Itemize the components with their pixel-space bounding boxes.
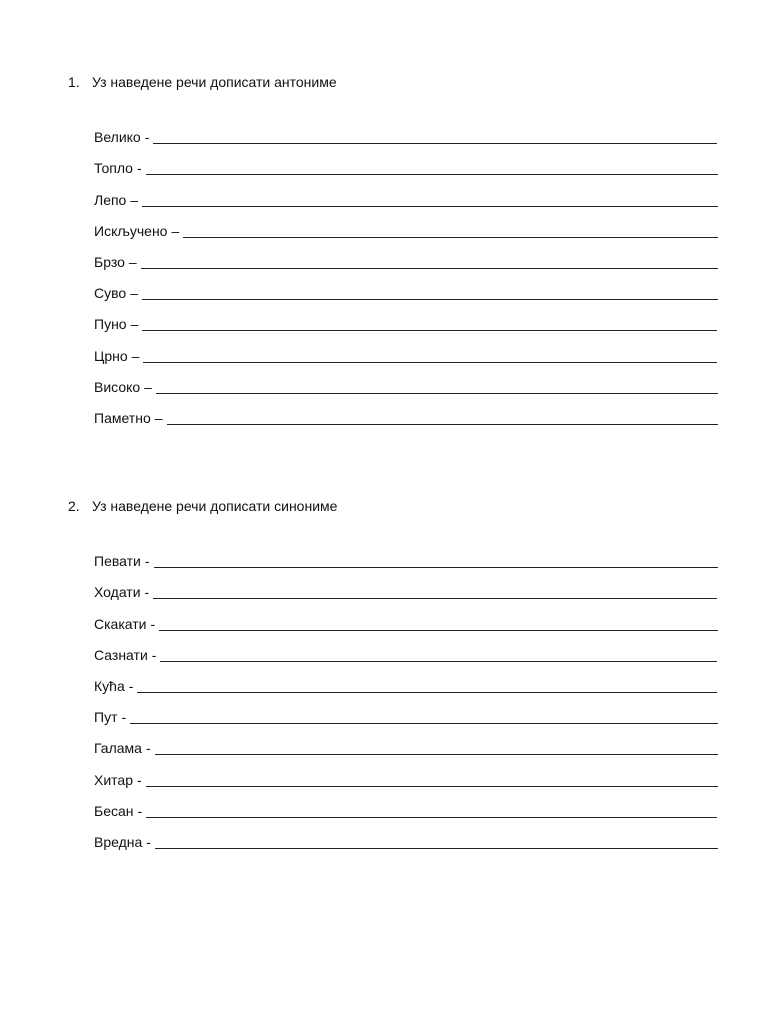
list-item bbox=[94, 274, 724, 305]
answer-blank[interactable] bbox=[146, 799, 717, 818]
list-item bbox=[94, 636, 724, 667]
item-word: Велико bbox=[94, 129, 141, 146]
item-word: Бесан bbox=[94, 802, 134, 819]
list-item bbox=[94, 243, 724, 274]
item-separator: – bbox=[130, 285, 138, 302]
list-item bbox=[94, 760, 724, 791]
answer-blank[interactable] bbox=[153, 580, 717, 599]
list-item bbox=[94, 542, 724, 573]
answer-blank[interactable] bbox=[130, 705, 718, 724]
item-separator: – bbox=[131, 347, 140, 364]
item-word: Искључено bbox=[94, 222, 168, 239]
item-word: Вредна bbox=[94, 833, 143, 850]
item-word: Хитар bbox=[94, 771, 133, 788]
item-word: Топло bbox=[94, 160, 133, 177]
answer-blank[interactable] bbox=[142, 188, 718, 207]
item-separator: - bbox=[128, 677, 134, 694]
answer-blank[interactable] bbox=[141, 250, 718, 269]
answer-blank[interactable] bbox=[146, 156, 718, 175]
item-word: Црно bbox=[94, 347, 128, 364]
section-heading bbox=[68, 72, 337, 92]
item-separator: - bbox=[121, 709, 127, 726]
answer-blank[interactable] bbox=[154, 549, 718, 568]
list-item bbox=[94, 118, 724, 149]
answer-blank[interactable] bbox=[143, 344, 717, 363]
section-instruction: Уз наведене речи дописати синониме bbox=[92, 498, 338, 514]
list-item bbox=[94, 604, 724, 635]
list-item bbox=[94, 212, 724, 243]
item-separator: - bbox=[144, 584, 150, 601]
item-word: Кућа bbox=[94, 677, 125, 694]
item-word: Галама bbox=[94, 740, 142, 757]
list-item bbox=[94, 729, 724, 760]
answer-blank[interactable] bbox=[146, 768, 718, 787]
list-item bbox=[94, 336, 724, 367]
item-separator: – bbox=[128, 253, 137, 270]
item-separator: - bbox=[146, 833, 151, 850]
answer-blank[interactable] bbox=[155, 830, 718, 849]
section-number: 2. bbox=[68, 498, 80, 514]
item-separator: - bbox=[144, 129, 150, 146]
item-separator: – bbox=[154, 409, 163, 426]
item-separator: - bbox=[150, 615, 156, 632]
answer-blank[interactable] bbox=[167, 406, 718, 425]
list-item bbox=[94, 698, 724, 729]
item-separator: – bbox=[130, 191, 139, 208]
list-item bbox=[94, 305, 724, 336]
answer-blank[interactable] bbox=[160, 643, 717, 662]
synonym-list bbox=[94, 542, 724, 854]
item-separator: – bbox=[130, 316, 139, 333]
answer-blank[interactable] bbox=[142, 281, 718, 300]
list-item bbox=[94, 823, 724, 854]
list-item bbox=[94, 667, 724, 698]
item-word: Суво bbox=[94, 285, 127, 302]
item-separator: - bbox=[145, 740, 151, 757]
item-word: Певати bbox=[94, 553, 141, 570]
item-separator: – bbox=[144, 378, 152, 395]
item-separator: - bbox=[137, 771, 142, 788]
antonym-list bbox=[94, 118, 724, 430]
item-word: Пуно bbox=[94, 316, 127, 333]
list-item bbox=[94, 573, 724, 604]
answer-blank[interactable] bbox=[156, 375, 718, 394]
item-word: Паметно bbox=[94, 409, 151, 426]
item-word: Сазнати bbox=[94, 646, 148, 663]
item-word: Ходати bbox=[94, 584, 141, 601]
answer-blank[interactable] bbox=[153, 125, 717, 144]
answer-blank[interactable] bbox=[159, 612, 718, 631]
section-heading bbox=[68, 496, 337, 516]
section-number: 1. bbox=[68, 74, 80, 90]
list-item bbox=[94, 149, 724, 180]
item-word: Високо bbox=[94, 378, 141, 395]
answer-blank[interactable] bbox=[155, 736, 718, 755]
answer-blank[interactable] bbox=[137, 674, 717, 693]
item-separator: - bbox=[151, 646, 157, 663]
list-item bbox=[94, 399, 724, 430]
answer-blank[interactable] bbox=[183, 219, 718, 238]
item-separator: - bbox=[137, 802, 143, 819]
item-separator: - bbox=[144, 553, 150, 570]
item-separator: – bbox=[171, 222, 180, 239]
list-item bbox=[94, 180, 724, 211]
item-word: Пут bbox=[94, 709, 118, 726]
item-word: Скакати bbox=[94, 615, 147, 632]
answer-blank[interactable] bbox=[142, 312, 717, 331]
list-item bbox=[94, 368, 724, 399]
item-word: Брзо bbox=[94, 253, 125, 270]
section-instruction: Уз наведене речи дописати антониме bbox=[92, 74, 337, 90]
list-item bbox=[94, 792, 724, 823]
item-separator: - bbox=[136, 160, 142, 177]
item-word: Лепо bbox=[94, 191, 127, 208]
